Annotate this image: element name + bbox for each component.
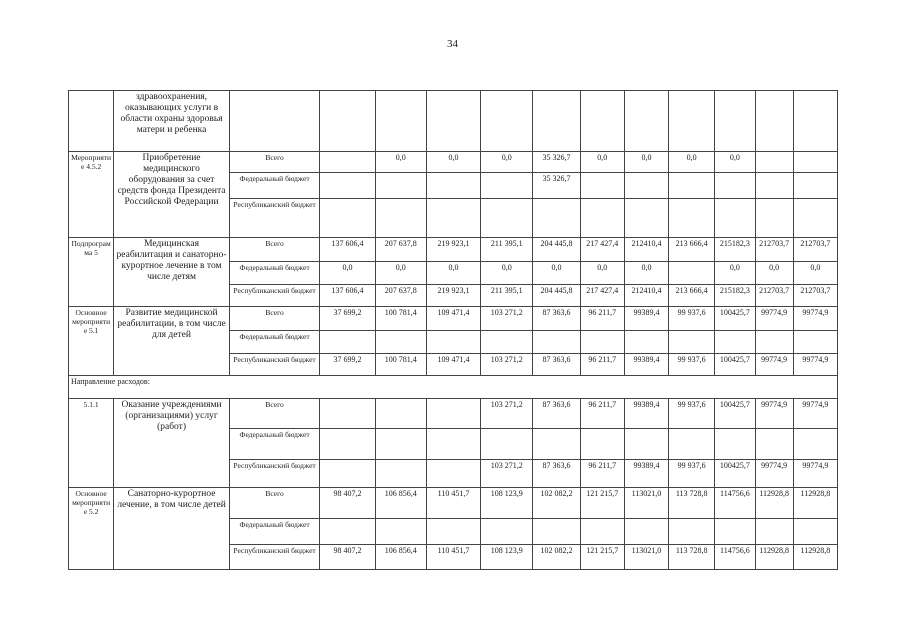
value-cell — [320, 152, 375, 172]
value-cell: 100425,7 — [715, 353, 755, 375]
value-cell: 100425,7 — [715, 306, 755, 330]
value-cell — [624, 518, 668, 544]
value-cell — [375, 429, 426, 460]
value-cell: 87 363,6 — [533, 353, 580, 375]
value-cell: 215182,3 — [715, 237, 755, 261]
value-cell: 212703,7 — [793, 237, 837, 261]
value-cell — [320, 172, 375, 198]
value-cell — [481, 429, 533, 460]
value-cell: 217 427,4 — [580, 284, 624, 306]
value-cell — [375, 172, 426, 198]
value-cell — [793, 518, 837, 544]
value-cell: 99774,9 — [793, 398, 837, 429]
table-row — [69, 152, 838, 172]
value-cell — [669, 262, 715, 284]
value-cell — [426, 459, 480, 488]
value-cell — [793, 429, 837, 460]
value-cell — [426, 398, 480, 429]
value-cell: 112928,8 — [755, 488, 793, 519]
value-cell: 108 123,9 — [481, 488, 533, 519]
value-cell — [229, 91, 319, 152]
value-cell: 207 637,8 — [375, 237, 426, 261]
value-cell — [755, 199, 793, 238]
value-cell: 0,0 — [624, 152, 668, 172]
code-cell: 5.1.1 — [69, 398, 114, 488]
value-cell: 99774,9 — [793, 306, 837, 330]
value-cell: 99 937,6 — [669, 353, 715, 375]
value-cell — [320, 459, 375, 488]
value-cell: 37 699,2 — [320, 353, 375, 375]
value-cell — [426, 518, 480, 544]
value-cell: 96 211,7 — [580, 459, 624, 488]
value-cell — [320, 91, 375, 152]
value-cell — [755, 429, 793, 460]
value-cell — [669, 199, 715, 238]
code-cell: Мероприятие 4.5.2 — [69, 152, 114, 238]
value-cell — [533, 91, 580, 152]
value-cell: 96 211,7 — [580, 398, 624, 429]
value-cell — [426, 172, 480, 198]
value-cell: 219 923,1 — [426, 284, 480, 306]
value-cell: 0,0 — [755, 262, 793, 284]
value-cell: 113021,0 — [624, 545, 668, 570]
value-cell: 0,0 — [426, 262, 480, 284]
value-cell — [533, 331, 580, 353]
value-cell: 99 937,6 — [669, 306, 715, 330]
source-cell: Федеральный бюджет — [229, 429, 319, 460]
name-cell: Санаторно-курортное лечение, в том числе детей — [114, 488, 230, 570]
value-cell — [580, 518, 624, 544]
section-label: Направление расходов: — [69, 376, 838, 398]
value-cell — [320, 331, 375, 353]
value-cell — [755, 91, 793, 152]
source-cell: Всего — [229, 306, 319, 330]
value-cell — [320, 199, 375, 238]
value-cell — [669, 331, 715, 353]
value-cell: 98 407,2 — [320, 545, 375, 570]
value-cell: 215182,3 — [715, 284, 755, 306]
value-cell — [624, 331, 668, 353]
value-cell: 137 606,4 — [320, 284, 375, 306]
value-cell — [426, 91, 480, 152]
value-cell — [320, 398, 375, 429]
value-cell — [481, 331, 533, 353]
table-row — [69, 91, 838, 152]
value-cell — [715, 429, 755, 460]
value-cell: 0,0 — [715, 262, 755, 284]
value-cell: 212703,7 — [755, 237, 793, 261]
value-cell: 106 856,4 — [375, 488, 426, 519]
value-cell: 103 271,2 — [481, 398, 533, 429]
value-cell — [793, 91, 837, 152]
value-cell — [793, 199, 837, 238]
source-cell: Федеральный бюджет — [229, 262, 319, 284]
value-cell — [426, 331, 480, 353]
value-cell: 212410,4 — [624, 237, 668, 261]
value-cell — [375, 518, 426, 544]
code-cell: Основное мероприятие 5.1 — [69, 306, 114, 375]
value-cell: 121 215,7 — [580, 545, 624, 570]
page-number: 34 — [447, 38, 458, 50]
value-cell: 99774,9 — [793, 459, 837, 488]
value-cell: 99774,9 — [755, 459, 793, 488]
value-cell: 113021,0 — [624, 488, 668, 519]
value-cell: 0,0 — [580, 152, 624, 172]
value-cell — [669, 429, 715, 460]
value-cell — [375, 459, 426, 488]
table-row — [69, 237, 838, 261]
value-cell: 0,0 — [793, 262, 837, 284]
value-cell: 99774,9 — [793, 353, 837, 375]
table-body — [69, 91, 838, 570]
value-cell: 103 271,2 — [481, 306, 533, 330]
value-cell: 35 326,7 — [533, 152, 580, 172]
value-cell: 109 471,4 — [426, 353, 480, 375]
source-cell: Федеральный бюджет — [229, 331, 319, 353]
value-cell: 99774,9 — [755, 398, 793, 429]
value-cell: 0,0 — [669, 152, 715, 172]
value-cell — [624, 429, 668, 460]
value-cell: 217 427,4 — [580, 237, 624, 261]
value-cell — [793, 172, 837, 198]
value-cell — [580, 429, 624, 460]
value-cell: 96 211,7 — [580, 306, 624, 330]
value-cell — [481, 91, 533, 152]
value-cell: 112928,8 — [793, 488, 837, 519]
value-cell — [715, 518, 755, 544]
value-cell — [624, 91, 668, 152]
value-cell — [375, 331, 426, 353]
value-cell — [481, 199, 533, 238]
value-cell: 113 728,8 — [669, 545, 715, 570]
value-cell: 0,0 — [715, 152, 755, 172]
value-cell — [715, 172, 755, 198]
value-cell: 99 937,6 — [669, 398, 715, 429]
value-cell — [624, 199, 668, 238]
value-cell: 0,0 — [624, 262, 668, 284]
value-cell — [793, 152, 837, 172]
value-cell: 100425,7 — [715, 398, 755, 429]
name-cell: Развитие медицинской реабилитации, в том числе для детей — [114, 306, 230, 375]
value-cell: 110 451,7 — [426, 545, 480, 570]
value-cell: 0,0 — [426, 152, 480, 172]
value-cell — [715, 331, 755, 353]
value-cell: 87 363,6 — [533, 306, 580, 330]
value-cell: 87 363,6 — [533, 459, 580, 488]
source-cell: Всего — [229, 398, 319, 429]
value-cell: 0,0 — [320, 262, 375, 284]
value-cell: 114756,6 — [715, 488, 755, 519]
value-cell: 112928,8 — [793, 545, 837, 570]
value-cell — [375, 199, 426, 238]
value-cell: 212703,7 — [755, 284, 793, 306]
value-cell: 99389,4 — [624, 459, 668, 488]
value-cell: 99774,9 — [755, 353, 793, 375]
value-cell — [426, 429, 480, 460]
value-cell: 0,0 — [375, 262, 426, 284]
value-cell — [755, 152, 793, 172]
value-cell: 213 666,4 — [669, 237, 715, 261]
value-cell: 100 781,4 — [375, 306, 426, 330]
value-cell: 212703,7 — [793, 284, 837, 306]
value-cell: 103 271,2 — [481, 459, 533, 488]
source-cell: Всего — [229, 488, 319, 519]
value-cell: 108 123,9 — [481, 545, 533, 570]
source-cell: Всего — [229, 237, 319, 261]
name-cell: Оказание учреждениями (организациями) услуг (работ) — [114, 398, 230, 488]
value-cell: 207 637,8 — [375, 284, 426, 306]
value-cell: 113 728,8 — [669, 488, 715, 519]
value-cell: 99774,9 — [755, 306, 793, 330]
code-cell: Основное мероприятие 5.2 — [69, 488, 114, 570]
value-cell — [669, 172, 715, 198]
code-cell — [69, 91, 114, 152]
value-cell — [533, 429, 580, 460]
source-cell: Республиканский бюджет — [229, 284, 319, 306]
value-cell: 99 937,6 — [669, 459, 715, 488]
value-cell — [715, 91, 755, 152]
table-row — [69, 306, 838, 330]
value-cell — [426, 199, 480, 238]
value-cell — [580, 199, 624, 238]
source-cell: Республиканский бюджет — [229, 545, 319, 570]
value-cell — [533, 518, 580, 544]
value-cell: 0,0 — [580, 262, 624, 284]
table-row — [69, 398, 838, 429]
name-cell: Приобретение медицинского оборудования за счет средств фонда Президента Российской Федерации — [114, 152, 230, 238]
value-cell — [755, 172, 793, 198]
value-cell: 100425,7 — [715, 459, 755, 488]
value-cell: 110 451,7 — [426, 488, 480, 519]
value-cell — [669, 518, 715, 544]
value-cell: 0,0 — [481, 152, 533, 172]
value-cell: 102 082,2 — [533, 545, 580, 570]
value-cell: 37 699,2 — [320, 306, 375, 330]
value-cell: 96 211,7 — [580, 353, 624, 375]
value-cell: 100 781,4 — [375, 353, 426, 375]
value-cell — [755, 331, 793, 353]
name-cell: здравоохранения, оказывающих услуги в области охраны здоровья матери и ребенка — [114, 91, 230, 152]
value-cell: 137 606,4 — [320, 237, 375, 261]
value-cell — [481, 172, 533, 198]
value-cell: 121 215,7 — [580, 488, 624, 519]
value-cell: 103 271,2 — [481, 353, 533, 375]
source-cell: Всего — [229, 152, 319, 172]
value-cell — [320, 429, 375, 460]
value-cell — [320, 518, 375, 544]
value-cell: 213 666,4 — [669, 284, 715, 306]
value-cell: 219 923,1 — [426, 237, 480, 261]
source-cell: Республиканский бюджет — [229, 459, 319, 488]
value-cell: 99389,4 — [624, 306, 668, 330]
value-cell: 106 856,4 — [375, 545, 426, 570]
value-cell: 0,0 — [533, 262, 580, 284]
value-cell: 212410,4 — [624, 284, 668, 306]
value-cell — [793, 331, 837, 353]
budget-table — [68, 90, 838, 570]
value-cell — [580, 91, 624, 152]
value-cell: 211 395,1 — [481, 284, 533, 306]
value-cell — [715, 199, 755, 238]
value-cell: 109 471,4 — [426, 306, 480, 330]
value-cell: 98 407,2 — [320, 488, 375, 519]
value-cell — [533, 199, 580, 238]
value-cell — [580, 331, 624, 353]
value-cell: 99389,4 — [624, 353, 668, 375]
value-cell — [580, 172, 624, 198]
value-cell — [669, 91, 715, 152]
source-cell: Республиканский бюджет — [229, 199, 319, 238]
value-cell: 35 326,7 — [533, 172, 580, 198]
section-row — [69, 376, 838, 398]
value-cell: 102 082,2 — [533, 488, 580, 519]
value-cell: 211 395,1 — [481, 237, 533, 261]
value-cell — [375, 398, 426, 429]
value-cell — [375, 91, 426, 152]
name-cell: Медицинская реабилитация и санаторно-курортное лечение в том числе детям — [114, 237, 230, 306]
source-cell: Республиканский бюджет — [229, 353, 319, 375]
code-cell: Подпрограмма 5 — [69, 237, 114, 306]
value-cell: 204 445,8 — [533, 284, 580, 306]
source-cell: Федеральный бюджет — [229, 518, 319, 544]
value-cell: 112928,8 — [755, 545, 793, 570]
value-cell — [624, 172, 668, 198]
value-cell — [755, 518, 793, 544]
value-cell: 87 363,6 — [533, 398, 580, 429]
value-cell: 204 445,8 — [533, 237, 580, 261]
value-cell: 0,0 — [481, 262, 533, 284]
value-cell — [481, 518, 533, 544]
value-cell: 99389,4 — [624, 398, 668, 429]
source-cell: Федеральный бюджет — [229, 172, 319, 198]
table-row — [69, 488, 838, 519]
value-cell: 0,0 — [375, 152, 426, 172]
value-cell: 114756,6 — [715, 545, 755, 570]
